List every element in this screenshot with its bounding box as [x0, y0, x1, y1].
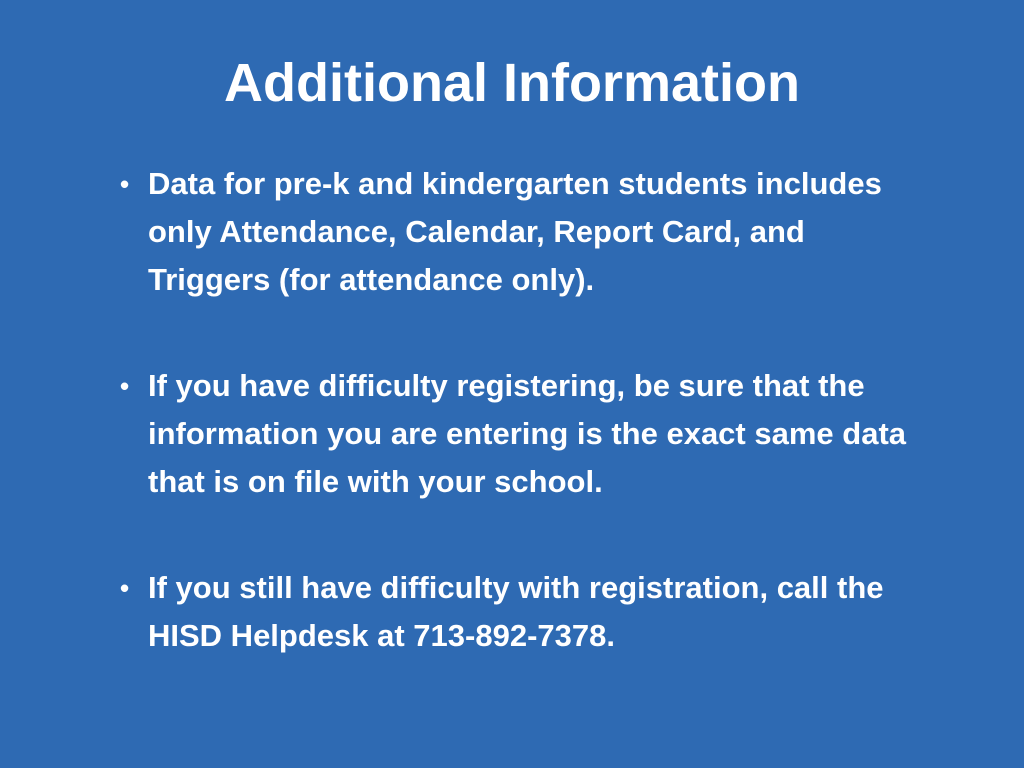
bullet-item-prek-data: [118, 160, 918, 304]
bullet-item-registration-difficulty: [118, 362, 918, 506]
bullet-dot-icon: •: [120, 371, 130, 401]
bullet-text: Data for pre-k and kindergarten students includes only Attendance, Calendar, Report Card, and Triggers (for attendance only).: [148, 166, 882, 297]
bullet-dot-icon: •: [120, 573, 130, 603]
bullet-list: [118, 160, 918, 660]
bullet-text: If you still have difficulty with registration, call the HISD Helpdesk at 713-892-7378.: [148, 570, 884, 653]
slide-title: Additional Information: [224, 53, 800, 113]
bullet-dot-icon: •: [120, 169, 130, 199]
bullet-text: If you have difficulty registering, be sure that the information you are entering is the exact same data that is on file with your school.: [148, 368, 907, 499]
bullet-item-helpdesk: [118, 564, 918, 660]
